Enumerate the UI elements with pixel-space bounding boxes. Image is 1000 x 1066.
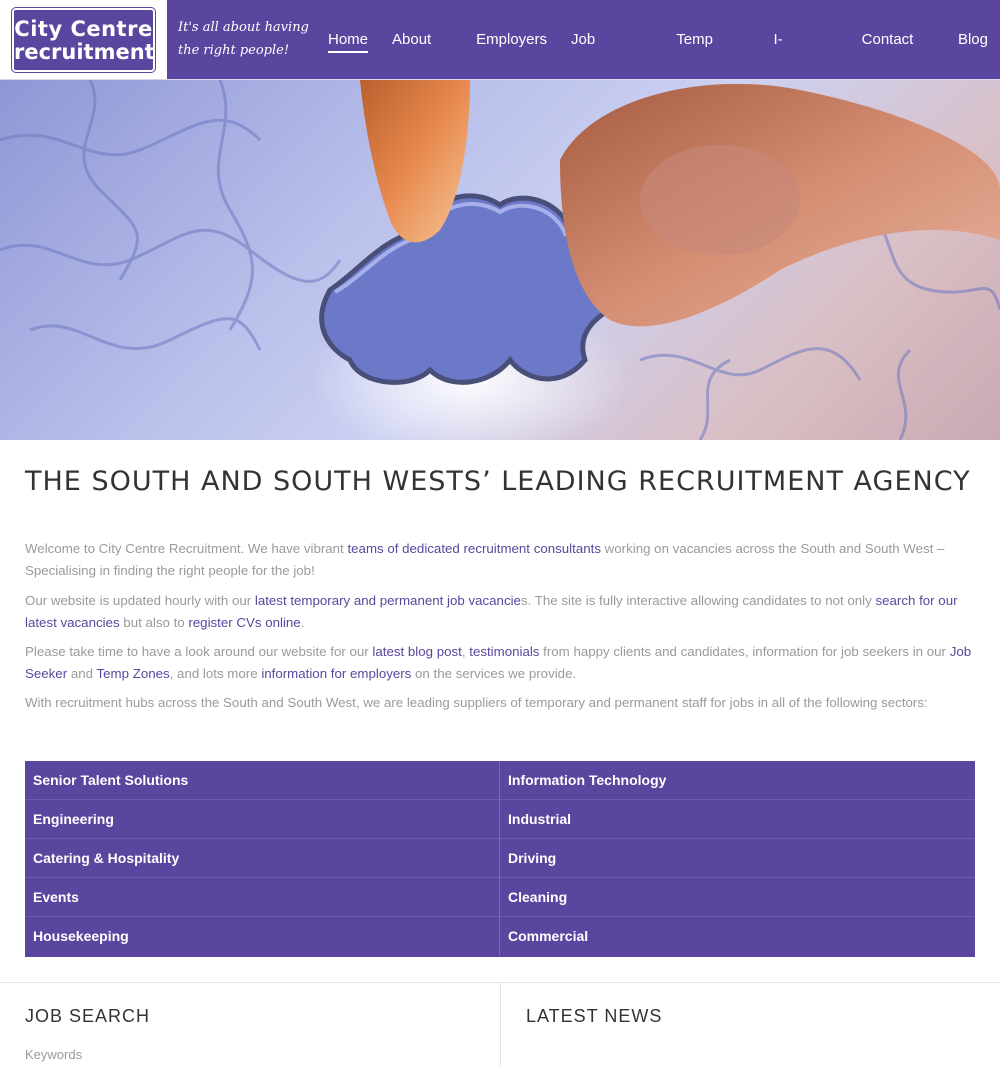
keywords-label: Keywords xyxy=(25,1047,83,1062)
sector-senior-talent-solutions[interactable]: Senior Talent Solutions xyxy=(25,761,500,800)
intro-paragraph-2 xyxy=(25,590,975,633)
text: , xyxy=(461,644,470,659)
table-row xyxy=(25,761,975,800)
text: working on vacancies across the South and South West – Specialising in finding the right people for the job! xyxy=(25,541,945,578)
page-headline: THE SOUTH AND SOUTH WESTS’ LEADING RECRUITMENT AGENCY xyxy=(25,466,971,497)
link-job-vacancies[interactable]: latest temporary and permanent job vacancie xyxy=(254,593,521,608)
link-search-vacancies[interactable]: search for our latest vacancies xyxy=(25,593,958,630)
text: and xyxy=(67,665,97,681)
logo-line-2: recruitment xyxy=(14,40,155,64)
column-divider xyxy=(500,983,501,1066)
text: , and lots more xyxy=(169,665,262,681)
table-row xyxy=(25,800,975,839)
text: Welcome to City Centre Recruitment. We have vibrant xyxy=(25,541,348,556)
hero-image xyxy=(0,80,1000,440)
text: on the services we provide. xyxy=(411,665,577,681)
text: Our website is updated hourly with our xyxy=(25,593,255,608)
site-header xyxy=(0,0,1000,80)
logo-line-1: City Centre xyxy=(14,17,153,41)
nav-about-us[interactable]: About xyxy=(392,31,432,48)
link-recruitment-consultants[interactable]: teams of dedicated recruitment consultants xyxy=(347,541,601,556)
link-register-cvs[interactable]: register CVs online xyxy=(188,614,301,630)
nav-employers[interactable]: Employers xyxy=(476,31,548,48)
link-employer-information[interactable]: information for employers xyxy=(261,665,412,681)
link-temp-zones[interactable]: Temp Zones xyxy=(96,665,170,681)
table-row xyxy=(25,839,975,878)
nav-job-seekers[interactable]: Job xyxy=(571,31,596,48)
sector-commercial[interactable]: Commercial xyxy=(508,928,589,944)
main-nav xyxy=(316,0,1000,79)
link-job-seeker[interactable]: Job Seeker xyxy=(25,644,972,681)
sector-driving[interactable]: Driving xyxy=(508,850,557,866)
intro-paragraph-4: With recruitment hubs across the South and South West, we are leading suppliers of temporary and permanent staff for jobs in all of the following sectors: xyxy=(25,695,928,710)
table-row xyxy=(25,878,975,917)
sector-cleaning[interactable]: Cleaning xyxy=(508,889,568,905)
sector-events[interactable]: Events xyxy=(25,878,500,917)
intro-paragraph-3 xyxy=(25,641,975,684)
nav-temp-zone[interactable]: Temp xyxy=(676,31,713,48)
latest-news-title: LATEST NEWS xyxy=(526,1006,663,1026)
text: . xyxy=(300,614,305,630)
sector-catering-hospitality[interactable]: Catering & Hospitality xyxy=(25,839,500,878)
jigsaw-puzzle-illustration xyxy=(0,80,1000,440)
logo-container[interactable] xyxy=(0,0,167,79)
sectors-table xyxy=(25,761,975,957)
text: but also to xyxy=(119,614,189,630)
table-row xyxy=(25,917,975,956)
sector-housekeeping[interactable]: Housekeeping xyxy=(25,917,500,956)
intro-paragraph-1 xyxy=(25,538,975,581)
text: s. The site is fully interactive allowing candidates to not only xyxy=(520,593,876,608)
tagline-line-2: the right people! xyxy=(178,43,290,58)
tagline-line-1: It's all about having xyxy=(178,20,309,35)
tagline xyxy=(178,16,318,62)
link-latest-blog-post[interactable]: latest blog post xyxy=(372,644,462,659)
sector-industrial[interactable]: Industrial xyxy=(508,811,572,827)
text: from happy clients and candidates, information for job seekers in our xyxy=(539,644,950,659)
job-search-title: JOB SEARCH xyxy=(25,1006,151,1026)
nav-home[interactable]: Home xyxy=(316,0,380,79)
nav-i-tempaid[interactable]: I- xyxy=(773,31,783,48)
sector-engineering[interactable]: Engineering xyxy=(25,800,500,839)
link-testimonials[interactable]: testimonials xyxy=(469,644,540,659)
nav-blog[interactable]: Blog xyxy=(957,31,988,48)
nav-contact-us[interactable]: Contact xyxy=(861,31,914,48)
sector-information-technology[interactable]: Information Technology xyxy=(508,772,667,788)
text: Please take time to have a look around our website for our xyxy=(25,644,373,659)
site-logo[interactable] xyxy=(12,8,155,72)
